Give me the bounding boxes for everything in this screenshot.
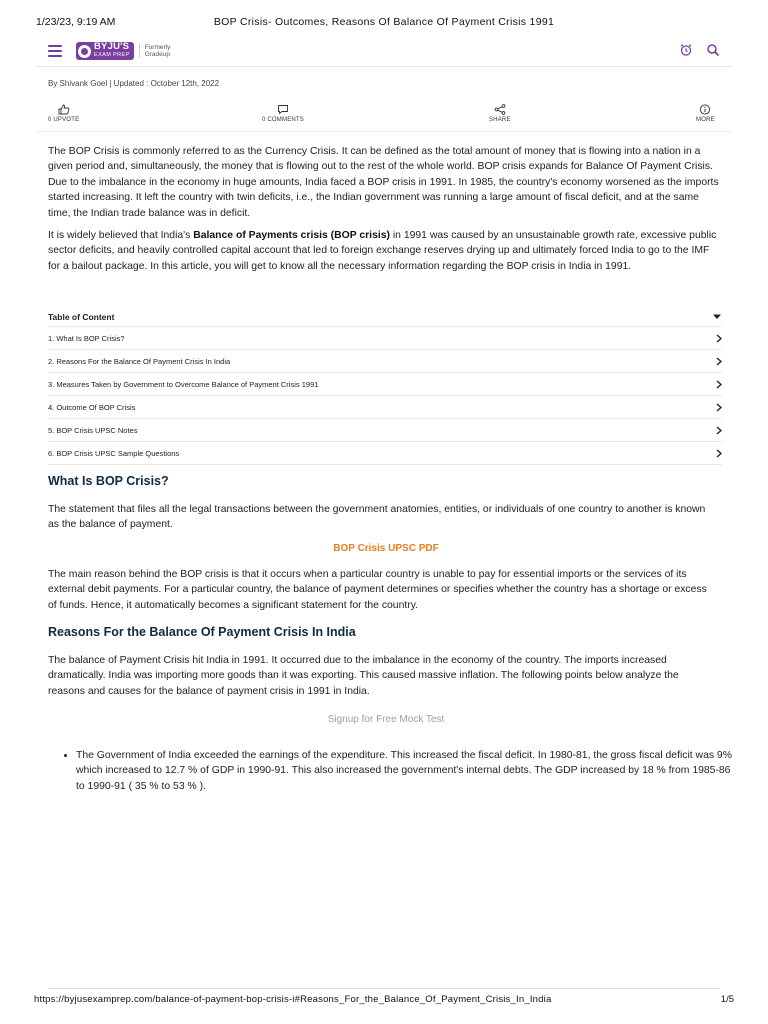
more-label: MORE xyxy=(696,117,715,123)
chevron-right-icon xyxy=(716,403,722,412)
toc-item[interactable] xyxy=(48,373,722,396)
reasons-list xyxy=(48,748,736,794)
comments-label: 0 COMMENTS xyxy=(262,117,305,123)
toc-item[interactable] xyxy=(48,396,722,419)
formerly-label: Formerly xyxy=(144,44,171,51)
section-heading-reasons: Reasons For the Balance Of Payment Crisis In India xyxy=(48,625,356,639)
chevron-right-icon xyxy=(716,426,722,435)
logo-badge xyxy=(76,42,134,60)
intro-paragraph-1: The BOP Crisis is commonly referred to as the Currency Crisis. It can be defined as the total amount of money that is flowing into a nation in a given period and, simultaneously, the money that is flowing out to the rest of the whole world. BOP crisis expands for Balance Of Payment Crisis. Due to the imbalance in the economy in huge amounts, India faced a BOP crisis in 1991. In 1985, the country's economy worsened as the imports started increasing. It left the country with twin deficits, i.e., the Indian government was running a large amount of fiscal deficit, and at the same time, the Indian trade balance was in deficit. xyxy=(48,146,719,219)
logo-main-text: BYJU'S xyxy=(94,41,130,52)
comment-icon xyxy=(277,104,289,115)
print-header xyxy=(0,16,768,30)
toc-item-label: 1. What Is BOP Crisis? xyxy=(48,333,125,343)
toc-heading: Table of Content xyxy=(48,312,115,322)
toc-item[interactable] xyxy=(48,327,722,350)
page-number: 1/5 xyxy=(720,994,734,1005)
article-intro xyxy=(48,144,724,281)
logo-sub-text: EXAM PREP xyxy=(94,52,130,58)
upvote-button[interactable] xyxy=(48,104,79,123)
toc-item-label: 6. BOP Crisis UPSC Sample Questions xyxy=(48,448,180,458)
site-logo[interactable] xyxy=(76,40,170,62)
share-icon xyxy=(494,104,506,115)
toc-item[interactable] xyxy=(48,419,722,442)
search-icon[interactable] xyxy=(706,43,720,57)
chevron-right-icon xyxy=(716,380,722,389)
print-url: https://byjusexamprep.com/balance-of-payment-bop-crisis-i#Reasons_For_the_Balance_Of_Payment_Crisis_In_India xyxy=(34,994,552,1005)
thumbs-up-icon xyxy=(58,104,70,115)
toc-item[interactable] xyxy=(48,442,722,465)
toc-header[interactable] xyxy=(48,308,722,327)
list-item: • The Government of India exceeded the earnings of the expenditure. This increased the fiscal deficit. In 1980-81, the gross fiscal deficit was 9% which increased to 12.7 % of GDP in 1990-91. This also increased the government's internal debts. The GDP increased by 18 % from 1985-86 to 1990-91 ( 35 % to 53 % ). xyxy=(76,748,736,794)
toc-item-label: 3. Measures Taken by Government to Overcome Balance of Payment Crisis 1991 xyxy=(48,379,319,389)
signup-link-wrap xyxy=(48,714,724,725)
chevron-right-icon xyxy=(716,357,722,366)
footer-divider xyxy=(48,988,720,989)
share-label: SHARE xyxy=(489,117,511,123)
menu-icon[interactable] xyxy=(48,45,62,56)
section1-paragraph-2: The main reason behind the BOP crisis is that it occurs when a particular country is unable to pay for essential imports or the services of its external debit payments. For a particular country, the balance of payment determines or specifies whether the country has a shortage or excess of funds. Hence, it automatically becomes a significant statement for the country. xyxy=(48,569,707,611)
article-actions xyxy=(36,104,732,132)
print-title: BOP Crisis- Outcomes, Reasons Of Balance Of Payment Crisis 1991 xyxy=(213,16,555,28)
caret-down-icon xyxy=(712,314,722,320)
chevron-right-icon xyxy=(716,334,722,343)
section1-paragraph-1: The statement that files all the legal transactions between the government anatomies, entities, or individuals of one country to another is known as the balance of payment. xyxy=(48,504,706,531)
share-button[interactable] xyxy=(489,104,511,123)
section-heading-what-is-bop: What Is BOP Crisis? xyxy=(48,474,169,488)
bop-pdf-link[interactable]: BOP Crisis UPSC PDF xyxy=(333,543,439,554)
signup-mock-test-link[interactable]: Signup for Free Mock Test xyxy=(327,714,445,725)
chevron-right-icon xyxy=(716,449,722,458)
table-of-content xyxy=(48,308,722,465)
formerly-brand: Gradeup xyxy=(144,51,170,58)
print-date: 1/23/23, 9:19 AM xyxy=(36,16,116,28)
toc-item-label: 4. Outcome Of BOP Crisis xyxy=(48,402,136,412)
alarm-clock-icon[interactable] xyxy=(679,43,693,57)
article-byline: By Shivank Goel | Updated : October 12th, 2022 xyxy=(48,79,220,88)
bop-pdf-link-wrap xyxy=(48,543,724,554)
section2-paragraph-1: The balance of Payment Crisis hit India in 1991. It occurred due to the imbalance in the economy of the country. The imports increased dramatically. India was importing more goods than it was exporting. This caused massive inflation. The following points below analyze the reasons and causes for the balance of payment crisis in 1991 in India. xyxy=(48,655,679,697)
info-icon xyxy=(699,104,711,115)
intro-highlight: Balance of Payments crisis (BOP crisis) xyxy=(193,230,390,242)
toc-item-label: 5. BOP Crisis UPSC Notes xyxy=(48,425,138,435)
intro-paragraph-2: It is widely believed that India's Balance of Payments crisis (BOP crisis) in 1991 was caused by an unsustainable growth rate, excessive public sector deficits, and heavily controlled capital account that led to foreign exchange reserves drying up and ultimately forced India to go to the IMF for a bailout package. In this article, you will get to know all the necessary information regarding the BOP crisis in India in 1991. xyxy=(48,230,717,272)
toc-item-label: 2. Reasons For the Balance Of Payment Crisis In India xyxy=(48,356,231,366)
toc-item[interactable] xyxy=(48,350,722,373)
logo-mark-icon xyxy=(78,45,91,58)
comments-button[interactable] xyxy=(262,104,304,123)
upvote-label: 0 UPVOTE xyxy=(48,117,80,123)
site-header xyxy=(36,38,732,67)
more-button[interactable] xyxy=(696,104,715,123)
logo-formerly xyxy=(139,44,171,58)
